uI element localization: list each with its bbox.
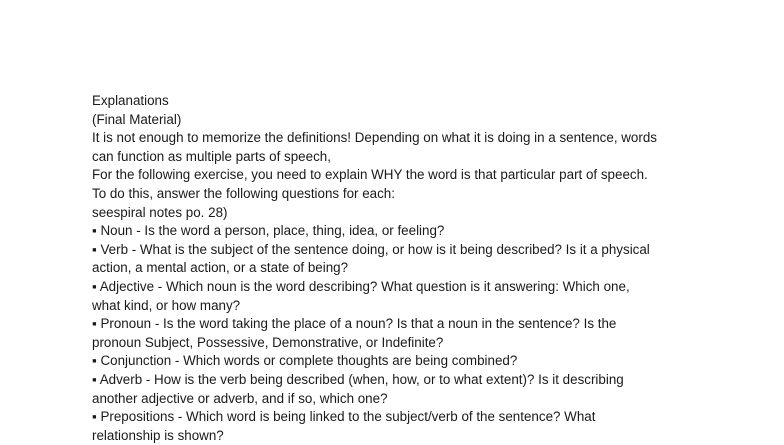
bullet-conjunction: ▪ Conjunction - Which words or complete thoughts are being combined?	[92, 353, 518, 369]
intro-line: It is not enough to memorize the definitions! Depending on what it is doing in a sentence, words	[92, 130, 657, 146]
bullet-adjective: ▪ Adjective - Which noun is the word describing? What question is it answering: Which one,	[92, 278, 630, 294]
bullet-pronoun: ▪ Pronoun - Is the word taking the place of a noun? Is that a noun in the sentence? Is the	[92, 316, 617, 332]
bullet-pronoun-continued: pronoun Subject, Possessive, Demonstrative, or Indefinite?	[92, 334, 444, 350]
bullet-adverb-continued: another adjective or adverb, and if so, which one?	[92, 390, 388, 406]
bullet-prepositions-continued: relationship is shown?	[92, 427, 224, 443]
subheading-final-material: (Final Material)	[92, 111, 182, 127]
reference-note: seespiral notes po. 28)	[92, 204, 228, 220]
bullet-verb: ▪ Verb - What is the subject of the sentence doing, or how is it being described? Is it a physical	[92, 241, 650, 257]
heading-explanations: Explanations	[92, 93, 169, 108]
intro-line: can function as multiple parts of speech,	[92, 148, 331, 164]
bullet-prepositions: ▪ Prepositions - Which word is being linked to the subject/verb of the sentence? What	[92, 409, 596, 425]
bullet-verb-continued: action, a mental action, or a state of being?	[92, 260, 349, 276]
instruction-line: To do this, answer the following questions for each:	[92, 185, 395, 201]
bullet-adverb: ▪ Adverb - How is the verb being described (when, how, or to what extent)? Is it describing	[92, 371, 624, 387]
instruction-line: For the following exercise, you need to explain WHY the word is that particular part of speech.	[92, 167, 648, 183]
document-body	[92, 92, 732, 445]
bullet-adjective-continued: what kind, or how many?	[92, 297, 241, 313]
bullet-noun: ▪ Noun - Is the word a person, place, thing, idea, or feeling?	[92, 223, 445, 239]
